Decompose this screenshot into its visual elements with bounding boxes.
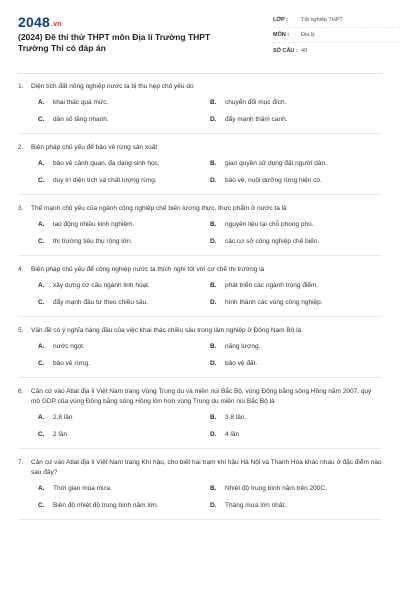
answer-option[interactable]: [210, 98, 382, 108]
option-letter: D.: [210, 238, 217, 245]
option-text: Thời gian mùa mưa.: [53, 485, 112, 492]
question-item: [18, 204, 382, 256]
answer-option[interactable]: [210, 430, 382, 440]
option-text: 4 lần: [225, 431, 240, 438]
answer-option[interactable]: [38, 281, 210, 291]
question-divider: [18, 448, 382, 449]
option-text: lao động nhiều kinh nghiệm.: [53, 221, 135, 228]
answer-option[interactable]: [38, 220, 210, 230]
meta-row: [273, 13, 400, 28]
meta-row: [273, 28, 400, 43]
answer-option[interactable]: [210, 342, 382, 352]
question-stem: [18, 82, 382, 92]
question-text: Căn cứ vào Atlat địa lí Việt Nam trang Vùng Trung du và miền núi Bắc Bộ, vùng Đồng bằng sông Hồng năm 2007, quy mô GDP của vùng Đồng bằng sông Hồng lớn hơn vùng Trung du miền núi Bắc Bộ là: [31, 388, 372, 405]
option-text: chuyển đổi mục đích.: [225, 99, 287, 106]
answer-option[interactable]: [38, 342, 210, 352]
question-item: [18, 458, 382, 520]
meta-value: Tốt nghiệp THPT: [301, 17, 343, 23]
question-stem: [18, 458, 382, 478]
answer-options: [18, 342, 382, 369]
option-letter: D.: [210, 431, 217, 438]
option-text: các cơ sở công nghiệp chế biến.: [225, 238, 320, 245]
meta-value: 40: [301, 47, 308, 54]
option-letter: A.: [38, 221, 45, 228]
option-letter: C.: [38, 177, 45, 184]
question-number: 5.: [18, 327, 24, 334]
question-text: Biện pháp chủ yếu để công nghiệp nước ta thích nghi tốt với cơ chế thị trường là: [31, 266, 265, 273]
answer-option[interactable]: [210, 220, 382, 230]
option-letter: A.: [38, 160, 45, 167]
option-text: xây dựng cơ cấu ngành linh hoạt.: [53, 282, 150, 289]
document-title: (2024) Đề thi thử THPT môn Địa lí Trường THPT Trường Thi có đáp án: [18, 32, 211, 53]
option-text: Nhiệt độ trung bình năm trên 200C.: [225, 485, 327, 492]
question-stem: [18, 326, 382, 336]
option-text: nước ngọt.: [53, 343, 85, 350]
option-letter: B.: [210, 282, 217, 289]
document-header: [18, 0, 382, 74]
option-letter: A.: [38, 282, 45, 289]
option-letter: D.: [210, 116, 217, 123]
option-letter: A.: [38, 485, 45, 492]
answer-option[interactable]: [38, 176, 210, 186]
option-letter: C.: [38, 116, 45, 123]
answer-option[interactable]: [38, 115, 210, 125]
question-divider: [18, 316, 382, 317]
answer-option[interactable]: [38, 501, 210, 511]
option-letter: A.: [38, 99, 45, 106]
option-text: bảo vệ cảnh quan, đa dạng sinh học.: [53, 160, 160, 167]
meta-label: SỐ CÂU :: [273, 47, 298, 54]
option-letter: C.: [38, 502, 45, 509]
option-text: Biên độ nhiệt độ trung bình năm lớn.: [53, 502, 159, 509]
option-letter: D.: [210, 299, 217, 306]
answer-option[interactable]: [38, 413, 210, 423]
question-number: 7.: [18, 459, 24, 466]
question-number: 3.: [18, 205, 24, 212]
answer-option[interactable]: [210, 176, 382, 186]
option-text: nguyên liệu tại chỗ phong phú.: [225, 221, 314, 228]
option-text: thị trường tiêu thụ rộng lớn.: [53, 238, 133, 245]
option-text: đẩy mạnh đầu tư theo chiều sâu.: [53, 299, 149, 306]
meta-label: MÔN :: [273, 32, 290, 38]
option-letter: A.: [38, 343, 45, 350]
answer-options: [18, 220, 382, 247]
question-text: Biện pháp chủ yếu để bảo vệ rừng sản xuất: [31, 144, 158, 151]
question-list: [18, 74, 382, 520]
question-stem: [18, 387, 382, 407]
option-text: hình thành các vùng công nghiệp.: [225, 299, 323, 306]
answer-option[interactable]: [38, 237, 210, 247]
option-letter: B.: [210, 160, 217, 167]
answer-option[interactable]: [210, 237, 382, 247]
question-text: Căn cứ vào Atlat địa lí Việt Nam trang Khí hậu, cho biết hai trạm khí hậu Hà Nội và Thanh Hóa khác nhau ở đặc điểm nào sau đây?: [31, 459, 382, 476]
option-text: Tháng mưa lớn nhất.: [225, 502, 287, 509]
question-divider: [18, 194, 382, 195]
logo-suffix: .vn: [50, 21, 62, 28]
answer-option[interactable]: [210, 298, 382, 308]
option-text: năng lượng.: [225, 343, 261, 350]
question-stem: [18, 204, 382, 214]
meta-row: [273, 43, 400, 58]
question-divider: [18, 377, 382, 378]
option-text: 2,8 lần: [53, 414, 73, 421]
answer-options: [18, 98, 382, 125]
question-stem: [18, 143, 382, 153]
question-stem: [18, 265, 382, 275]
question-item: [18, 82, 382, 134]
answer-option[interactable]: [210, 501, 382, 511]
option-letter: B.: [210, 414, 217, 421]
option-letter: C.: [38, 431, 45, 438]
logo-main: 2048: [18, 14, 50, 30]
question-item: [18, 326, 382, 378]
answer-option[interactable]: [210, 159, 382, 169]
answer-options: [18, 159, 382, 186]
option-letter: A.: [38, 414, 45, 421]
answer-option[interactable]: [38, 484, 210, 494]
answer-options: [18, 281, 382, 308]
question-number: 4.: [18, 266, 24, 273]
answer-option[interactable]: [210, 413, 382, 423]
option-letter: B.: [210, 99, 217, 106]
question-divider: [18, 519, 382, 520]
option-text: duy trì diện tích và chất lượng rừng.: [53, 177, 157, 184]
meta-value: Địa lý: [301, 32, 315, 38]
question-text: Thế mạnh chủ yếu của ngành công nghiệp chế biến lương thực, thực phẩm ở nước ta là: [31, 205, 287, 212]
answer-option[interactable]: [38, 430, 210, 440]
answer-option[interactable]: [38, 98, 210, 108]
option-text: 2 lần: [53, 431, 68, 438]
answer-option[interactable]: [210, 281, 382, 291]
answer-option[interactable]: [210, 115, 382, 125]
option-text: bảo vệ đất.: [225, 360, 258, 367]
answer-options: [18, 484, 382, 511]
option-letter: D.: [210, 502, 217, 509]
question-item: [18, 143, 382, 195]
option-text: khai thác quá mức.: [53, 99, 109, 106]
option-letter: D.: [210, 177, 217, 184]
question-number: 2.: [18, 144, 24, 151]
option-text: đẩy mạnh thâm canh.: [225, 116, 288, 123]
option-text: giao quyền sử dụng đất người dân.: [225, 160, 327, 167]
option-letter: C.: [38, 238, 45, 245]
answer-option[interactable]: [210, 359, 382, 369]
question-text: Diện tích đất nông nghiệp nước ta bị thu hẹp chủ yếu do: [31, 83, 194, 90]
question-divider: [18, 133, 382, 134]
answer-option[interactable]: [38, 159, 210, 169]
question-number: 1.: [18, 83, 24, 90]
option-text: dân số tăng nhanh.: [53, 116, 109, 123]
option-letter: C.: [38, 360, 45, 367]
question-number: 6.: [18, 388, 24, 395]
answer-option[interactable]: [210, 484, 382, 494]
answer-option[interactable]: [38, 359, 210, 369]
option-letter: D.: [210, 360, 217, 367]
option-letter: B.: [210, 485, 217, 492]
option-text: bảo vệ, nuôi dưỡng rừng hiện có.: [225, 177, 322, 184]
option-text: 3,8 lần.: [225, 414, 247, 421]
option-letter: B.: [210, 343, 217, 350]
option-text: phát triển các ngành trọng điểm.: [225, 282, 319, 289]
meta-label: LỚP :: [273, 17, 288, 23]
question-item: [18, 387, 382, 449]
answer-options: [18, 413, 382, 440]
document-meta: [273, 13, 400, 58]
option-letter: B.: [210, 221, 217, 228]
option-text: bảo vệ rừng.: [53, 360, 90, 367]
site-logo[interactable]: [18, 14, 62, 30]
option-letter: C.: [38, 299, 45, 306]
answer-option[interactable]: [38, 298, 210, 308]
question-divider: [18, 255, 382, 256]
question-item: [18, 265, 382, 317]
question-text: Vấn đề có ý nghĩa hàng đầu của việc khai thác chiều sâu trong lâm nghiệp ở Đông Nam Bộ là: [31, 327, 302, 334]
